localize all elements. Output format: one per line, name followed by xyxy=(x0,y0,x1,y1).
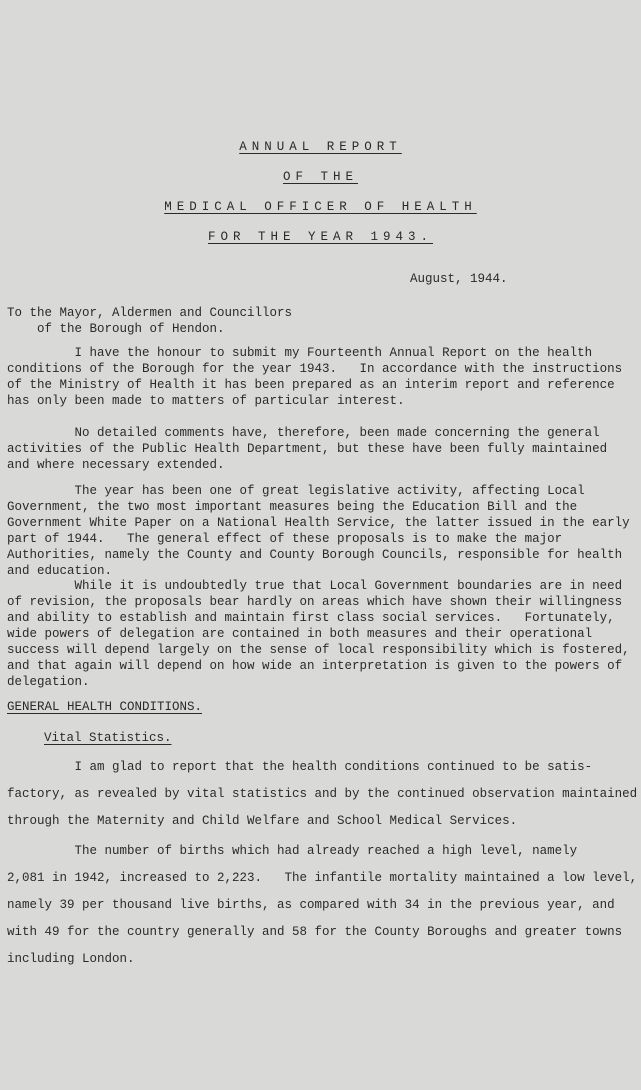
title-line-1: ANNUAL REPORT xyxy=(239,140,402,154)
paragraph-3: The year has been one of great legislative activity, affecting Local Government, the two most important measures being the Education Bill and the Government White Paper on a National Health Service, the latter issued in the early part of 1944. The general effect of these proposals is to make the major Authorities, namely the County and County Borough Councils, responsible for health and education. xyxy=(7,484,630,578)
title-line-3: MEDICAL OFFICER OF HEALTH xyxy=(164,200,477,214)
paragraph-4: While it is undoubtedly true that Local Government boundaries are in need of revision, the proposals bear hardly on areas which have shown their willingness and ability to establish and maintain first class social services. Fortunately, wide powers of delegation are contained in both measures and their operational success will depend largely on the sense of local responsibility which is fostered, and that again will depend on how wide an interpretation is given to the powers of delegation. xyxy=(7,579,630,689)
paragraph-1: I have the honour to submit my Fourteenth Annual Report on the health conditions of the Borough for the year 1943. In accordance with the instructions of the Ministry of Health it has been prepared as an interim report and reference has only been made to matters of particular interest. xyxy=(7,346,623,408)
title-line-4: FOR THE YEAR 1943. xyxy=(207,230,434,244)
address-block: To the Mayor, Aldermen and Councillors of the Borough of Hendon. xyxy=(7,306,293,336)
paragraph-2: No detailed comments have, therefore, been made concerning the general activities of the Public Health Department, but these have been fully maintained and where necessary extended. xyxy=(7,426,608,472)
heading-vital-statistics: Vital Statistics. xyxy=(44,731,172,745)
vital-paragraph-2: The number of births which had already reached a high level, namely 2,081 in 1942, increased to 2,223. The infantile mortality maintained a low level, namely 39 per thousand live births, as compared with 34 in the previous year, and with 49 for the country generally and 58 for the County Boroughs and greater towns including London. xyxy=(7,844,638,966)
vital-paragraph-1: I am glad to report that the health conditions continued to be satis- factory, as revealed by vital statistics and by the continued observation maintained through the Maternity and Child Welfare and School Medical Services. xyxy=(7,760,638,828)
report-date: August, 1944. xyxy=(410,272,508,286)
heading-general-health: GENERAL HEALTH CONDITIONS. xyxy=(7,700,203,714)
title-line-2: OF THE xyxy=(282,170,358,184)
